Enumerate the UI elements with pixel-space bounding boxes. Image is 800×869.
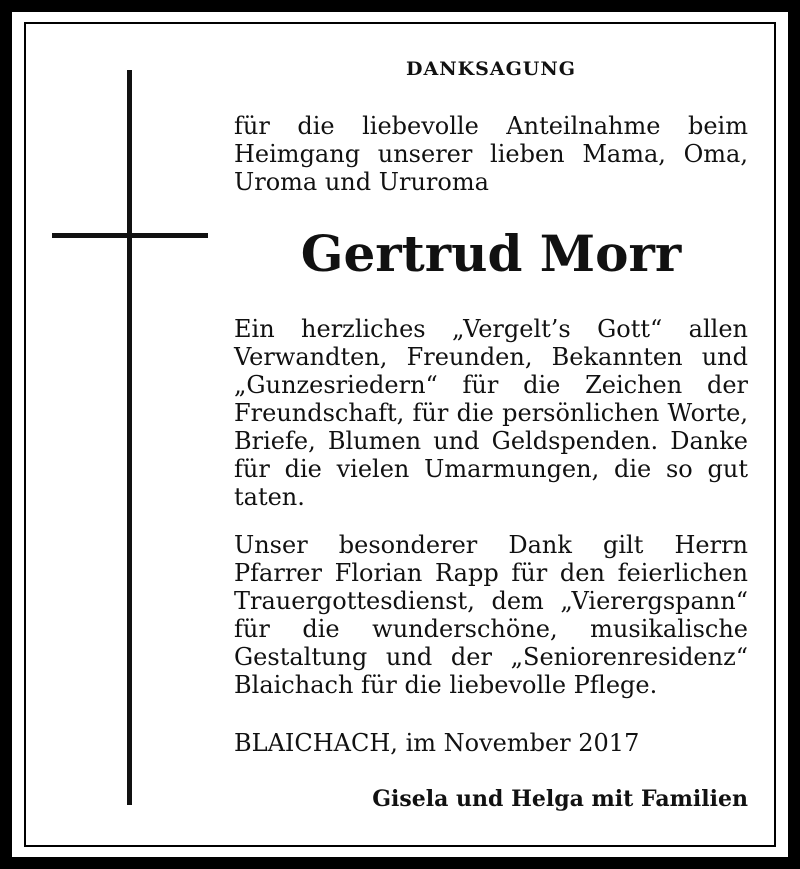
thanks-paragraph-1: Ein herzliches „Vergelt’s Gott“ allen Verwandten, Freunden, Bekannten und „Gunzesriedern“ für die Zeichen der Freundschaft, für die persönlichen Worte, Briefe, Blumen und Geldspenden. Danke für die vielen Umarmungen, die so gut taten.	[234, 315, 748, 511]
intro-text: für die liebevolle Anteilnahme beim Heimgang unserer lieben Mama, Oma, Uroma und Ururoma	[234, 112, 748, 196]
thanks-paragraph-2: Unser besonderer Dank gilt Herrn Pfarrer Florian Rapp für den feierlichen Trauergottesdienst, dem „Vierergspann“ für die wunderschöne, musikalische Gestaltung und der „Seniorenresidenz“ Blaichach für die liebevolle Pflege.	[234, 531, 748, 699]
notice-heading: DANKSAGUNG	[406, 58, 576, 80]
cross-horizontal-beam	[52, 233, 208, 238]
place-date: BLAICHACH, im November 2017	[234, 729, 640, 757]
signature: Gisela und Helga mit Familien	[372, 786, 748, 812]
cross-vertical-beam	[127, 70, 132, 805]
deceased-name: Gertrud Morr	[300, 224, 682, 283]
